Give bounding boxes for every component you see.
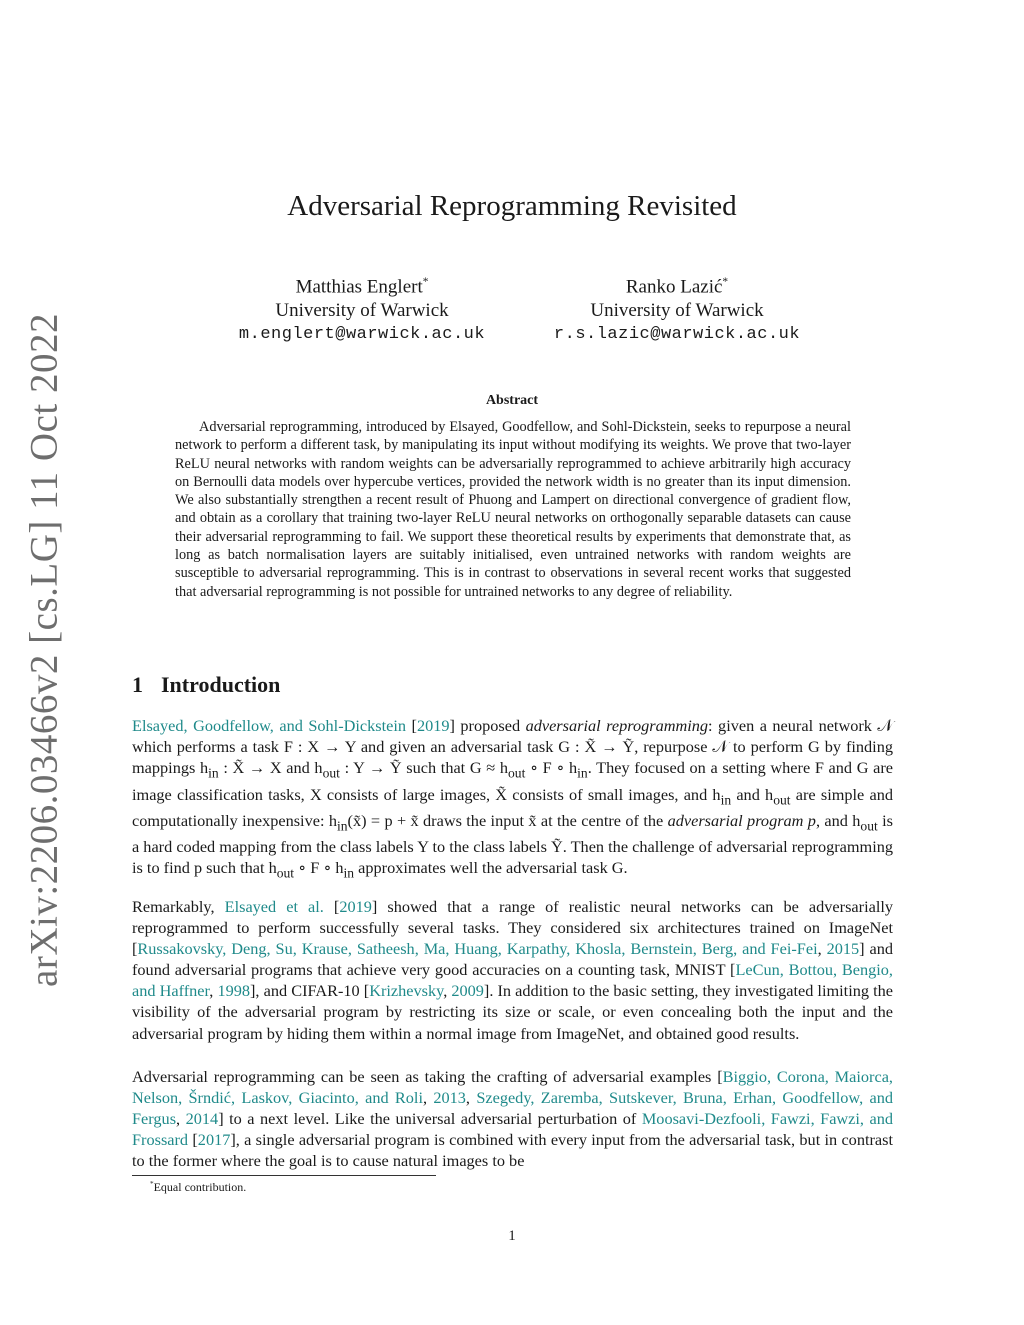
citation-link[interactable]: Elsayed et al. [224, 897, 324, 916]
citation-year-link[interactable]: 2009 [451, 981, 484, 1001]
paragraph-3: Adversarial reprogramming can be seen as taking the crafting of adversarial examples [Biggio, Corona, Maiorca, Nelson, Šrndić, Laskov, Giacinto, and Roli, 2013, Szegedy, Zaremba, Sutskever, Bruna, Erhan, Goodfellow, and Fergus, 2014] to a next level. Like the universal adversarial perturbation of Moosavi-Dezfooli, Fawzi, Fawzi, and Frossard [2017], a single adversarial program is combined with every input from the adversarial task, but in contrast to the former where the goal is to cause natural images to be [132, 1067, 894, 1171]
author-block-1 [212, 270, 512, 347]
footnote-mark: * [150, 1180, 154, 1188]
author-block-2 [527, 270, 827, 347]
author-name: Matthias Englert [295, 276, 423, 298]
citation-link[interactable]: Russakovsky, Deng, Su, Krause, Satheesh, Ma, Huang, Karpathy, Khosla, Bernstein, Berg, and Fei-Fei [137, 939, 818, 959]
footnote [150, 1180, 246, 1195]
citation-link[interactable]: Elsayed, Goodfellow, and Sohl-Dickstein [132, 716, 407, 735]
citation-year-link[interactable]: 2013 [433, 1088, 466, 1108]
section-number: 1 [132, 672, 143, 697]
citation-year-link[interactable]: 2019 [339, 897, 372, 916]
citation-year-link[interactable]: 2019 [416, 716, 450, 735]
section-heading [132, 672, 280, 698]
section-title: Introduction [161, 672, 281, 697]
page-number: 1 [508, 1228, 516, 1244]
citation-link[interactable]: LeCun, Bottou, Bengio, and Haffner [132, 960, 894, 1001]
citation-year-link[interactable]: 2014 [185, 1109, 219, 1129]
citation-year-link[interactable]: 2017 [197, 1130, 231, 1150]
author-name: Ranko Lazić [625, 276, 723, 298]
emphasis: adversarial program p [667, 810, 816, 830]
footnote-text: Equal contribution. [153, 1180, 247, 1194]
paragraph-1: Elsayed, Goodfellow, and Sohl-Dickstein [2019] proposed adversarial reprogramming: given a neural network 𝒩 which performs a task F : X → Y and given an adversarial task G : X̃ → Ỹ, repurpose 𝒩 to perform G by finding mappings $h_{in}$ : X̃ → X and $h_{out}$ : Y → Ỹ such that $G \approx h_{out}$ ∘ F ∘ $h_{in}$. They focused on a setting where F and G are image classification tasks, X consists of large images, X̃ consists of small images, and $h_{in}$ and $h_{out}$ are simple and computationally inexpensive: $h_{in}(x̃) = p$ + x̃ draws the input x̃ at the centre of the adversarial program p, and $h_{out}$ is a hard coded mapping from the class labels Y to the class labels Ỹ. Then the challenge of adversarial reprogramming is to find p such that $h_{out}$ ∘ F ∘ $h_{in}$ approximates well the adversarial task G. [132, 716, 894, 881]
citation-year-link[interactable]: 2015 [826, 939, 860, 959]
paragraph-2: Remarkably, Elsayed et al. [2019] showed that a range of realistic neural networks can be adversarially reprogrammed to perform successfully several tasks. They considered six architectures trained on ImageNet [Russakovsky, Deng, Su, Krause, Satheesh, Ma, Huang, Karpathy, Khosla, Bernstein, Berg, and Fei-Fei, 2015] and found adversarial programs that achieve very good accuracies on a counting task, MNIST [LeCun, Bottou, Bengio, and Haffner, 1998], and CIFAR-10 [Krizhevsky, 2009]. In addition to the basic setting, they investigated limiting the visibility of the adversarial program by restricting its size or scale, or even concealing both the input and the adversarial program by hiding them within a normal image from ImageNet, and obtained good results. [132, 897, 894, 1043]
citation-link[interactable]: Biggio, Corona, Maiorca, Nelson, Šrndić, Laskov, Giacinto, and Roli [132, 1067, 893, 1108]
emphasis: adversarial reprogramming [525, 716, 709, 735]
footnote-rule [132, 1175, 436, 1176]
arxiv-stamp [14, 313, 74, 987]
author-email[interactable]: r.s.lazic@warwick.ac.uk [553, 325, 801, 345]
author-mark: * [422, 276, 429, 288]
paper-title: Adversarial Reprogramming Revisited [287, 190, 737, 222]
citation-year-link[interactable]: 1998 [217, 981, 251, 1001]
author-affiliation: University of Warwick [275, 300, 449, 322]
citation-link[interactable]: Krizhevsky [369, 981, 444, 1001]
citation-link[interactable]: Moosavi-Dezfooli, Fawzi, Fawzi, and Frossard [132, 1109, 894, 1150]
abstract-text: Adversarial reprogramming, introduced by Elsayed, Goodfellow, and Sohl-Dickstein, seeks to repurpose a neural network to perform a different task, by manipulating its input without modifying its weights. We prove that two-layer ReLU neural networks with random weights can be adversarially reprogrammed to achieve arbitrarily high accuracy on Bernoulli data models over hypercube vertices, provided the network width is no greater than its input dimension. We also substantially strengthen a recent result of Phuong and Lampert on directional convergence of gradient flow, and obtain as a corollary that training two-layer ReLU neural networks on orthogonally separable datasets can cause their adversarial reprogramming to fail. We support these theoretical results by experiments that demonstrate that, as long as batch normalisation layers are suitably initialised, even untrained networks with random weights are susceptible to adversarial reprogramming. This is in contrast to observations in several recent works that suggested that adversarial reprogramming is not possible for untrained networks to any degree of reliability. [175, 419, 851, 600]
citation-link[interactable]: Szegedy, Zaremba, Sutskever, Bruna, Erhan, Goodfellow, and Fergus [132, 1088, 893, 1129]
author-mark: * [722, 276, 729, 288]
abstract-heading: Abstract [485, 393, 539, 408]
arxiv-id: arXiv:2206.03466v2 [cs.LG] 11 Oct 2022 [22, 313, 66, 987]
author-affiliation: University of Warwick [590, 300, 764, 322]
author-email[interactable]: m.englert@warwick.ac.uk [238, 325, 486, 345]
